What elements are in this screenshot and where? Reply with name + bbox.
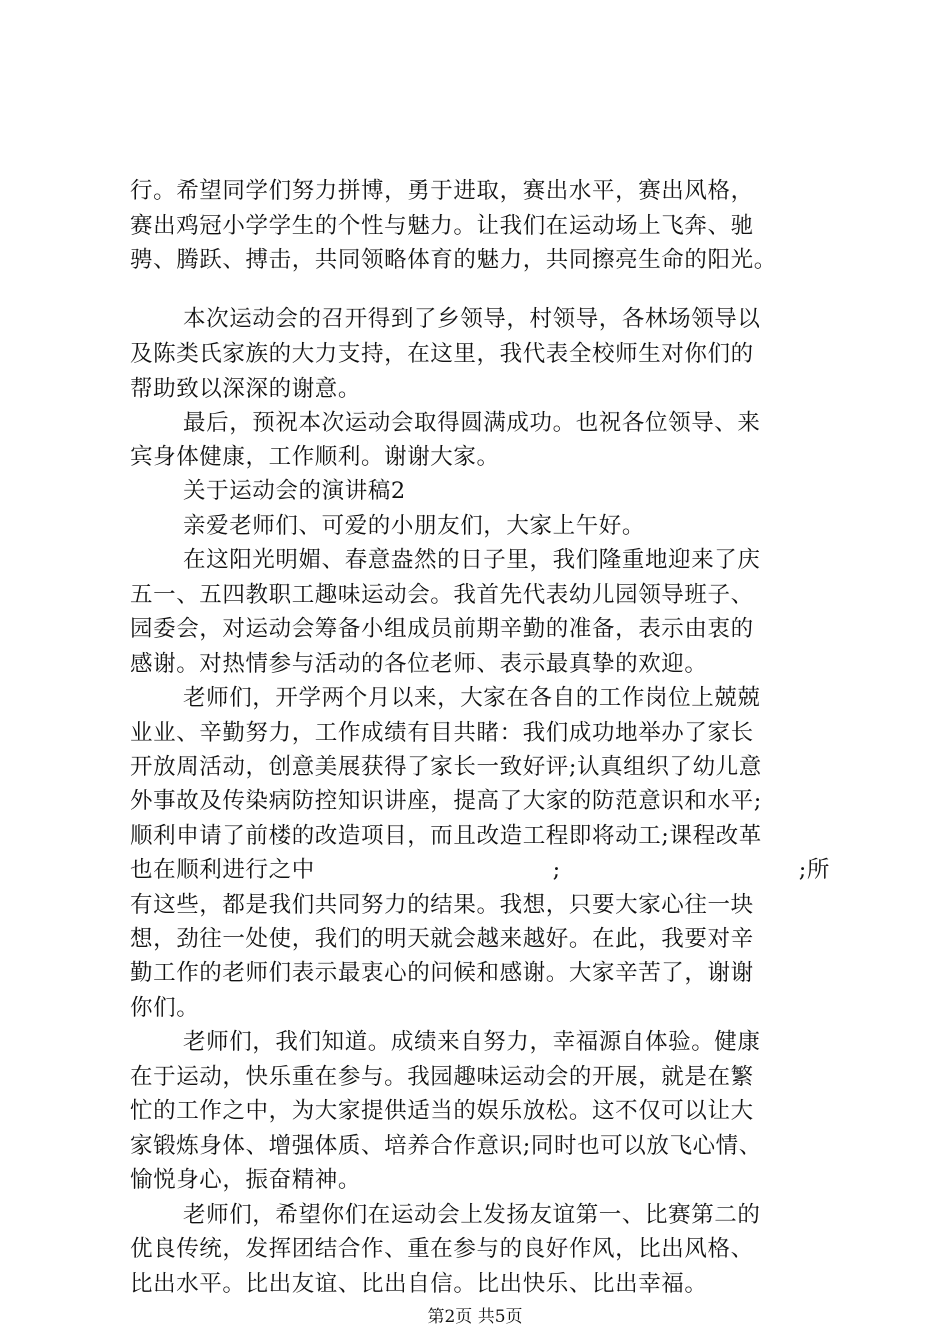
text-line: 老师们，开学两个月以来，大家在各自的工作岗位上兢兢 [183, 685, 761, 711]
text-line: 想，劲往一处使，我们的明天就会越来越好。在此，我要对辛 [130, 926, 754, 952]
text-line: 优良传统，发挥团结合作、重在参与的良好作风，比出风格、 [130, 1236, 754, 1262]
text-line: 外事故及传染病防控知识讲座，提高了大家的防范意识和水平; [130, 788, 762, 814]
text-line: 家锻炼身体、增强体质、培养合作意识;同时也可以放飞心情、 [130, 1133, 762, 1159]
text-line: 感谢。对热情参与活动的各位老师、表示最真挚的欢迎。 [130, 651, 708, 677]
text-line: 老师们，我们知道。成绩来自努力，幸福源自体验。健康 [183, 1029, 761, 1055]
text-line: 园委会，对运动会筹备小组成员前期辛勤的准备，表示由衷的 [130, 616, 754, 642]
text-line: 赛出鸡冠小学学生的个性与魅力。让我们在运动场上飞奔、驰 [130, 213, 754, 239]
text-line: 勤工作的老师们表示最衷心的问候和感谢。大家辛苦了，谢谢 [130, 960, 754, 986]
text-segment: ;所 [798, 857, 830, 883]
text-line: 愉悦身心，振奋精神。 [130, 1167, 362, 1193]
text-line: 行。希望同学们努力拼博，勇于进取，赛出水平，赛出风格， [130, 178, 754, 204]
text-line: 有这些，都是我们共同努力的结果。我想，只要大家心往一块 [130, 892, 754, 918]
text-line: 最后，预祝本次运动会取得圆满成功。也祝各位领导、来 [183, 410, 761, 436]
text-line: 及陈类氏家族的大力支持，在这里，我代表全校师生对你们的 [130, 341, 754, 367]
text-line: 在于运动，快乐重在参与。我园趣味运动会的开展，就是在繁 [130, 1064, 754, 1090]
text-line: 老师们，希望你们在运动会上发扬友谊第一、比赛第二的 [183, 1202, 761, 1228]
text-line: 业业、辛勤努力，工作成绩有目共睹：我们成功地举办了家长 [130, 720, 754, 746]
page-footer: 第2页 共5页 [427, 1307, 523, 1327]
text-line: 五一、五四教职工趣味运动会。我首先代表幼儿园领导班子、 [130, 582, 754, 608]
text-segment: 也在顺利进行之中 [130, 857, 315, 883]
text-line: 忙的工作之中，为大家提供适当的娱乐放松。这不仅可以让大 [130, 1098, 754, 1124]
text-segment: ; [552, 857, 561, 883]
justified-line [130, 855, 830, 885]
text-line: 你们。 [130, 995, 200, 1021]
text-line [130, 855, 830, 885]
text-line: 比出水平。比出友谊、比出自信。比出快乐、比出幸福。 [130, 1271, 708, 1297]
section-heading: 关于运动会的演讲稿2 [183, 478, 406, 504]
text-line: 开放周活动，创意美展获得了家长一致好评;认真组织了幼儿意 [130, 754, 762, 780]
text-line: 本次运动会的召开得到了乡领导，村领导，各林场领导以 [183, 306, 761, 332]
text-line: 在这阳光明媚、春意盎然的日子里，我们隆重地迎来了庆 [183, 547, 761, 573]
text-line: 帮助致以深深的谢意。 [130, 376, 362, 402]
text-line: 宾身体健康，工作顺利。谢谢大家。 [130, 444, 500, 470]
text-line: 亲爱老师们、可爱的小朋友们，大家上午好。 [183, 513, 646, 539]
text-line: 顺利申请了前楼的改造项目，而且改造工程即将动工;课程改革 [130, 823, 762, 849]
text-line: 骋、腾跃、搏击，共同领略体育的魅力，共同擦亮生命的阳光。 [130, 247, 777, 273]
